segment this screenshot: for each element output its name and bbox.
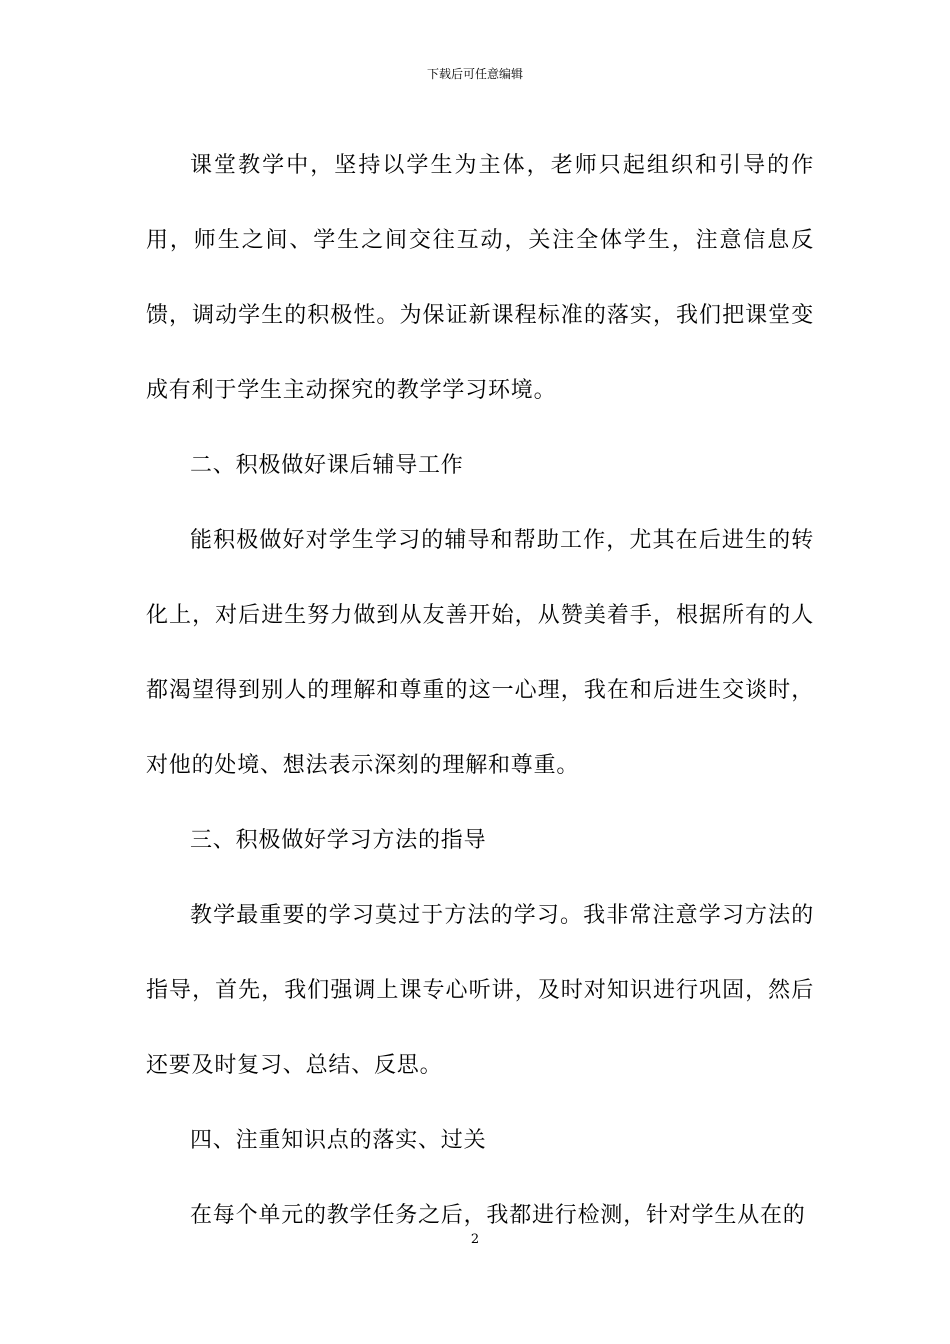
page-header: 下载后可任意编辑	[426, 67, 523, 81]
paragraph-tutoring: 能积极做好对学生学习的辅导和帮助工作，尤其在后进生的转化上，对后进生努力做到从友善开始，从赞美着手，根据所有的人都渴望得到别人的理解和尊重的这一心理，我在和后进生交谈时，对他的处境、想法表示深刻的理解和尊重。	[146, 528, 814, 778]
paragraph-classroom-teaching: 课堂教学中，坚持以学生为主体，老师只起组织和引导的作用，师生之间、学生之间交往互动，关注全体学生，注意信息反馈，调动学生的积极性。为保证新课程标准的落实，我们把课堂变成有利于学生主动探究的教学学习环境。	[146, 153, 814, 403]
paragraph-knowledge-points: 在每个单元的教学任务之后，我都进行检测，针对学生从在的	[190, 1203, 806, 1228]
page-number: 2	[470, 1232, 480, 1247]
document-body	[146, 128, 814, 1253]
section-heading-tutoring: 二、积极做好课后辅导工作	[190, 453, 464, 478]
paragraph-study-methods: 教学最重要的学习莫过于方法的学习。我非常注意学习方法的指导，首先，我们强调上课专心听讲，及时对知识进行巩固，然后还要及时复习、总结、反思。	[146, 903, 814, 1078]
section-heading-knowledge-points: 四、注重知识点的落实、过关	[190, 1128, 487, 1153]
section-heading-study-methods: 三、积极做好学习方法的指导	[190, 828, 487, 853]
